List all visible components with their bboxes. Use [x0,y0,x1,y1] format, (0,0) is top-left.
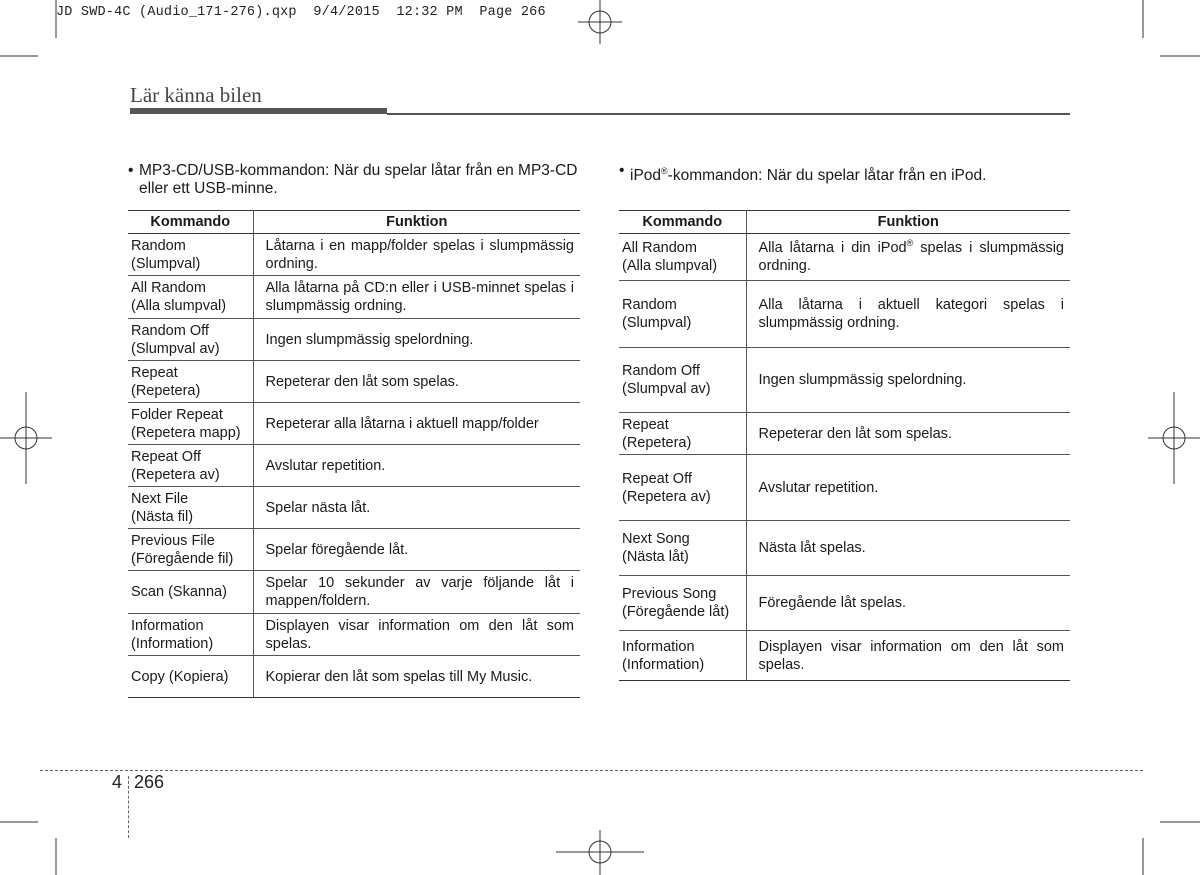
function-text-pre: Alla låtarna i din iPod [758,240,907,256]
left-intro-text: MP3-CD/USB-kommandon: När du spelar låtar från en MP3-CD eller ett USB-minne. [139,162,578,197]
table-row [619,281,1070,348]
command-name: Random [622,297,677,313]
function-text: Ingen slumpmässig spelordning. [253,319,580,361]
section-title-bar [130,108,387,114]
table-row [128,361,580,403]
function-text: Alla låtarna på CD:n eller i USB-minnet spelas i slumpmässig ordning. [253,276,580,319]
table-row [619,234,1070,281]
function-text: Nästa låt spelas. [746,521,1070,576]
function-text: Föregående låt spelas. [746,576,1070,631]
table-row [128,276,580,319]
command-name: Random Off [131,322,209,339]
registered-mark: ® [906,238,914,249]
command-name: All Random [131,280,206,296]
command-translation: (Repetera mapp) [131,424,241,441]
footer-rule [40,770,1143,771]
command-translation: (Repetera) [131,382,201,399]
header-kommando: Kommando [619,211,746,234]
command-name: Repeat Off [622,470,692,487]
print-slug: JD SWD-4C (Audio_171-276).qxp 9/4/2015 12:32 PM Page 266 [56,5,546,20]
table-row [128,234,580,276]
bullet: • [128,162,134,179]
function-text: Spelar nästa låt. [253,487,580,529]
command-name: Next File [131,490,189,507]
function-text: Displayen visar information om den låt som spelas. [746,631,1070,681]
function-text: Spelar 10 sekunder av varje följande låt i mappen/foldern. [253,571,580,614]
table-row [619,576,1070,631]
command-name: Previous File [131,532,215,549]
command-name: Information [131,617,204,634]
footer-divider [128,776,129,838]
command-name: Repeat Off [131,448,201,465]
command-name: Information [622,638,695,655]
command-name: Next Song [622,531,690,547]
left-intro [128,162,580,198]
table-row [619,455,1070,521]
command-name: Random [131,237,186,254]
command-name: Scan (Skanna) [131,584,227,600]
right-intro [619,162,1070,185]
function-text: Avslutar repetition. [746,455,1070,521]
right-intro-ipod: iPod [630,167,662,185]
header-funktion: Funktion [253,211,580,234]
command-translation: (Alla slumpval) [622,258,718,274]
command-translation: (Nästa låt) [622,549,689,565]
section-title: Lär känna bilen [130,83,262,107]
header-funktion: Funktion [746,211,1070,234]
command-translation: (Information) [622,656,705,673]
command-translation: (Slumpval av) [622,381,711,397]
command-translation: (Slumpval) [622,315,692,331]
table-header-row [619,211,1070,234]
table-row [619,413,1070,455]
command-translation: (Föregående låt) [622,604,730,620]
table-row [128,445,580,487]
command-name: Folder Repeat [131,406,223,423]
command-translation: (Nästa fil) [131,508,194,525]
table-row [128,403,580,445]
right-intro-text: -kommandon: När du spelar låtar från en iPod. [667,167,987,185]
command-name: Random Off [622,363,700,379]
command-translation: (Föregående fil) [131,550,234,567]
table-row [128,571,580,614]
function-text: Alla låtarna i aktuell kategori spelas i slumpmässig ordning. [746,281,1070,348]
chapter-number: 4 [112,772,123,792]
command-translation: (Repetera av) [131,466,220,483]
function-text: Avslutar repetition. [253,445,580,487]
command-translation: (Alla slumpval) [131,298,227,314]
table-row [619,631,1070,681]
function-text: Displayen visar information om den låt som spelas. [253,614,580,656]
bullet: • [619,162,625,179]
function-text: Repeterar alla låtarna i aktuell mapp/folder [253,403,580,445]
function-text: Spelar föregående låt. [253,529,580,571]
table-row [619,521,1070,576]
ipod-command-table [619,210,1070,681]
table-row [619,348,1070,413]
registration-mark-left [0,392,52,484]
command-name: Repeat [622,416,669,433]
function-text: Ingen slumpmässig spelordning. [746,348,1070,413]
function-text: Låtarna i en mapp/folder spelas i slumpmässig ordning. [253,234,580,276]
command-translation: (Slumpval) [131,255,201,272]
registered-mark: ® [661,166,668,176]
command-translation: (Repetera) [622,434,692,451]
mp3-usb-command-table [128,210,580,698]
table-header-row [128,211,580,234]
page-number: 266 [134,772,165,792]
table-row [128,487,580,529]
function-text-post: spelas i slumpmässig ordning. [758,240,1064,274]
table-row [128,529,580,571]
command-name: Previous Song [622,586,717,602]
command-name: All Random [622,240,697,256]
table-row [128,319,580,361]
registration-mark-right [1148,392,1200,484]
section-title-rule [387,113,1070,115]
registration-mark-bottom [556,830,644,875]
function-text: Repeterar den låt som spelas. [253,361,580,403]
command-translation: (Repetera av) [622,488,711,505]
function-text: Kopierar den låt som spelas till My Music. [253,656,580,698]
command-name: Repeat [131,364,178,381]
function-text [746,234,1070,281]
command-name: Copy (Kopiera) [131,668,229,685]
table-row [128,656,580,698]
table-row [128,614,580,656]
function-text: Repeterar den låt som spelas. [746,413,1070,455]
command-translation: (Slumpval av) [131,340,220,357]
registration-mark-top [578,0,622,44]
header-kommando: Kommando [128,211,253,234]
command-translation: (Information) [131,635,214,652]
